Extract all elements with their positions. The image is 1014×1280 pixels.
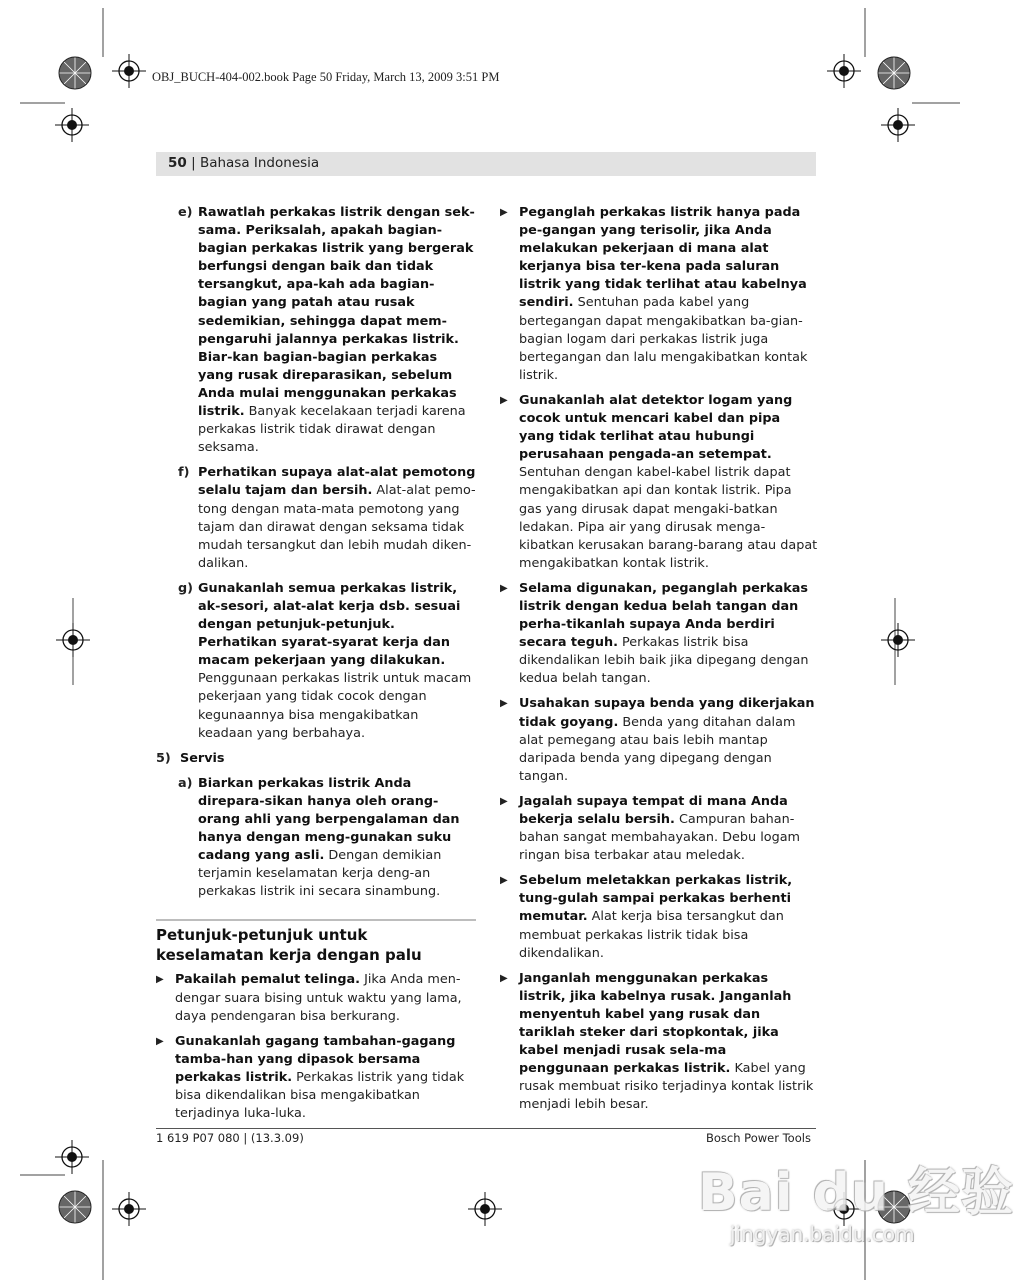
item-text: Perkakas listrik bisa dikendalikan lebih baik jika dipegang dengan kedua belah tangan. (519, 635, 809, 687)
bullet-arrow-icon: ▶ (500, 875, 508, 887)
section-heading: Petunjuk-petunjuk untuk keselamatan kerja dengan palu (156, 919, 476, 965)
bullet-arrow-icon: ▶ (500, 698, 508, 710)
list-item (500, 204, 818, 385)
registration-mark-icon (112, 1192, 146, 1226)
header-language: Bahasa Indonesia (199, 155, 320, 171)
bullet-arrow-icon: ▶ (500, 972, 508, 984)
list-item (156, 1033, 476, 1123)
item-text: Benda yang ditahan dalam alat pemegang atau bais lebih mantap daripada benda yang dipegang dengan tangan. (519, 714, 796, 784)
list-item (500, 392, 818, 573)
item-bold-text: Sebelum meletakkan perkakas listrik, tung-gulah sampai perkakas berhenti memutar. (519, 873, 793, 925)
bullet-arrow-icon: ▶ (500, 582, 508, 594)
item-bold-text: Gunakanlah gagang tambahan-gagang tamba-han yang dipasok bersama perkakas listrik. (175, 1033, 456, 1085)
item-bold-text: Peganglah perkakas listrik hanya pada pe-gangan yang terisolir, jika Anda melakukan pekerjaan di mana alat kerjanya bisa ter-kena pada saluran listrik yang tidak terlihat atau kabelnya sendiri. (519, 205, 807, 311)
item-marker: a) (178, 775, 193, 791)
registration-mark-icon (55, 108, 89, 142)
item-text: Perkakas listrik yang tidak bisa dikendalikan bisa mengakibatkan terjadinya luka-luka. (175, 1069, 465, 1122)
item-marker: f) (178, 465, 190, 481)
right-column (500, 204, 818, 1122)
item-text: Jika Anda men-dengar suara bising untuk waktu yang lama, daya pendengaran bisa berkurang. (175, 972, 462, 1024)
item-text: Dengan demikian terjamin keselamatan kerja deng-an perkakas listrik ini secara sinambung. (198, 848, 442, 900)
item-bold-text: Selama digunakan, peganglah perkakas listrik dengan kedua belah tangan dan perha-tikanlah supaya Anda berdiri secara teguh. (519, 580, 809, 651)
list-item (500, 695, 818, 785)
bullet-arrow-icon: ▶ (156, 974, 164, 986)
registration-mark-icon (881, 623, 915, 657)
item-bold-text: Biarkan perkakas listrik Anda direpara-sikan hanya oleh orang-orang ahli yang berpengalaman dan hanya dengan meng-gunakan suku cadang yang asli. (198, 775, 460, 864)
list-item (156, 464, 476, 573)
watermark (690, 1150, 1014, 1280)
list-item (500, 970, 818, 1115)
registration-mark-icon (468, 1192, 502, 1226)
bullet-arrow-icon: ▶ (500, 394, 508, 406)
header-separator: | (186, 155, 200, 171)
registration-mark-icon (827, 54, 861, 88)
rosette-icon (58, 56, 92, 90)
item-marker: e) (178, 205, 193, 220)
registration-mark-icon (881, 108, 915, 142)
section-marker: 5) (156, 750, 171, 766)
item-text: Alat kerja bisa tersangkut dan membuat perkakas listrik tidak bisa dikendalikan. (519, 909, 784, 961)
page-number: 50 (168, 155, 187, 171)
item-bold-text: Gunakanlah alat detektor logam yang cocok untuk mencari kabel dan pipa yang tidak terlihat atau hubungi perusahaan pengada-an setempat. (519, 392, 793, 463)
section-servis (156, 750, 476, 768)
item-text: Banyak kecelakaan terjadi karena perkakas listrik tidak dirawat dengan seksama. (198, 404, 466, 456)
item-bold-text: Pakailah pemalut telinga. (175, 972, 361, 988)
registration-mark-icon (55, 1140, 89, 1174)
list-item (500, 580, 818, 689)
item-bold-text: Perhatikan supaya alat-alat pemotong selalu tajam dan bersih. (198, 465, 476, 499)
watermark-logo: Bai du 经验 (698, 1163, 1014, 1223)
list-item (500, 872, 818, 962)
item-bold-text: Rawatlah perkakas listrik dengan sek-sama. Periksalah, apakah bagian-bagian perkakas listrik yang bergerak berfungsi dengan baik dan tidak tersangkut, apa-kah ada bagian-bagian yang patah atau rusak sedemikian, sehingga dapat mem-pengaruhi jalannya perkakas listrik. Biar-kan bagian-bagian perkakas yang rusak direparasikan, sebelum Anda mulai menggunakan perkakas listrik. (198, 205, 475, 420)
page-header (168, 155, 319, 171)
left-column (156, 204, 476, 1130)
item-text: Alat-alat pemo-tong dengan mata-mata pemotong yang tajam dan dirawat dengan seksama tidak mudah tersangkut dan lebih mudah diken-dalikan. (198, 483, 476, 571)
item-text: Penggunaan perkakas listrik untuk macam pekerjaan yang tidak cocok dengan kegunaannya bisa mengakibatkan keadaan yang berbahaya. (198, 671, 472, 741)
bullet-arrow-icon: ▶ (500, 207, 508, 218)
list-item (156, 775, 476, 902)
list-item (500, 793, 818, 865)
item-text: Sentuhan dengan kabel-kabel listrik dapat mengakibatkan api dan kontak listrik. Pipa gas yang dirusak dapat mengaki-batkan ledakan. Pipa air yang dirusak menga-kibatkan kerusakan barang-barang atau dapat mengakibatkan kontak listrik. (519, 465, 818, 571)
printer-slug: OBJ_BUCH-404-002.book Page 50 Friday, March 13, 2009 3:51 PM (152, 70, 500, 84)
footer-doc-id: 1 619 P07 080 | (13.3.09) (156, 1131, 304, 1145)
list-item (156, 204, 476, 457)
item-marker: g) (178, 580, 194, 596)
list-item (156, 971, 476, 1025)
registration-mark-icon (112, 54, 146, 88)
list-item (156, 580, 476, 743)
rosette-icon (58, 1190, 92, 1224)
bullet-arrow-icon: ▶ (500, 795, 508, 807)
footer-brand: Bosch Power Tools (706, 1131, 811, 1145)
item-text: Kabel yang rusak membuat risiko terjadinya kontak listrik menjadi lebih besar. (519, 1061, 814, 1113)
rosette-icon (877, 56, 911, 90)
item-text: Sentuhan pada kabel yang bertegangan dapat mengakibatkan ba-gian-bagian logam dari perkakas listrik juga bertegangan dan lalu mengakibatkan kontak listrik. (519, 295, 808, 383)
item-bold-text: Janganlah menggunakan perkakas listrik, jika kabelnya rusak. Janganlah menyentuh kabel yang rusak dan tariklah steker dari stopkontak, jika kabel menjadi rusak sela-ma penggunaan perkakas listrik. (519, 970, 792, 1077)
bullet-arrow-icon: ▶ (156, 1035, 164, 1047)
section-title: Servis (180, 750, 225, 766)
registration-mark-icon (56, 623, 90, 657)
item-bold-text: Gunakanlah semua perkakas listrik, ak-sesori, alat-alat kerja dsb. sesuai dengan petunjuk-petunjuk. Perhatikan syarat-syarat kerja dan macam pekerjaan yang dilakukan. (198, 580, 461, 669)
footer-divider (156, 1128, 816, 1129)
item-bold-text: Usahakan supaya benda yang dikerjakan tidak goyang. (519, 696, 815, 730)
item-text: Campuran bahan-bahan sangat membahayakan. Debu logam ringan bisa terbakar atau meledak. (519, 812, 801, 864)
item-bold-text: Jagalah supaya tempat di mana Anda bekerja selalu bersih. (519, 793, 788, 827)
watermark-url: jingyan.baidu.com (730, 1222, 915, 1246)
